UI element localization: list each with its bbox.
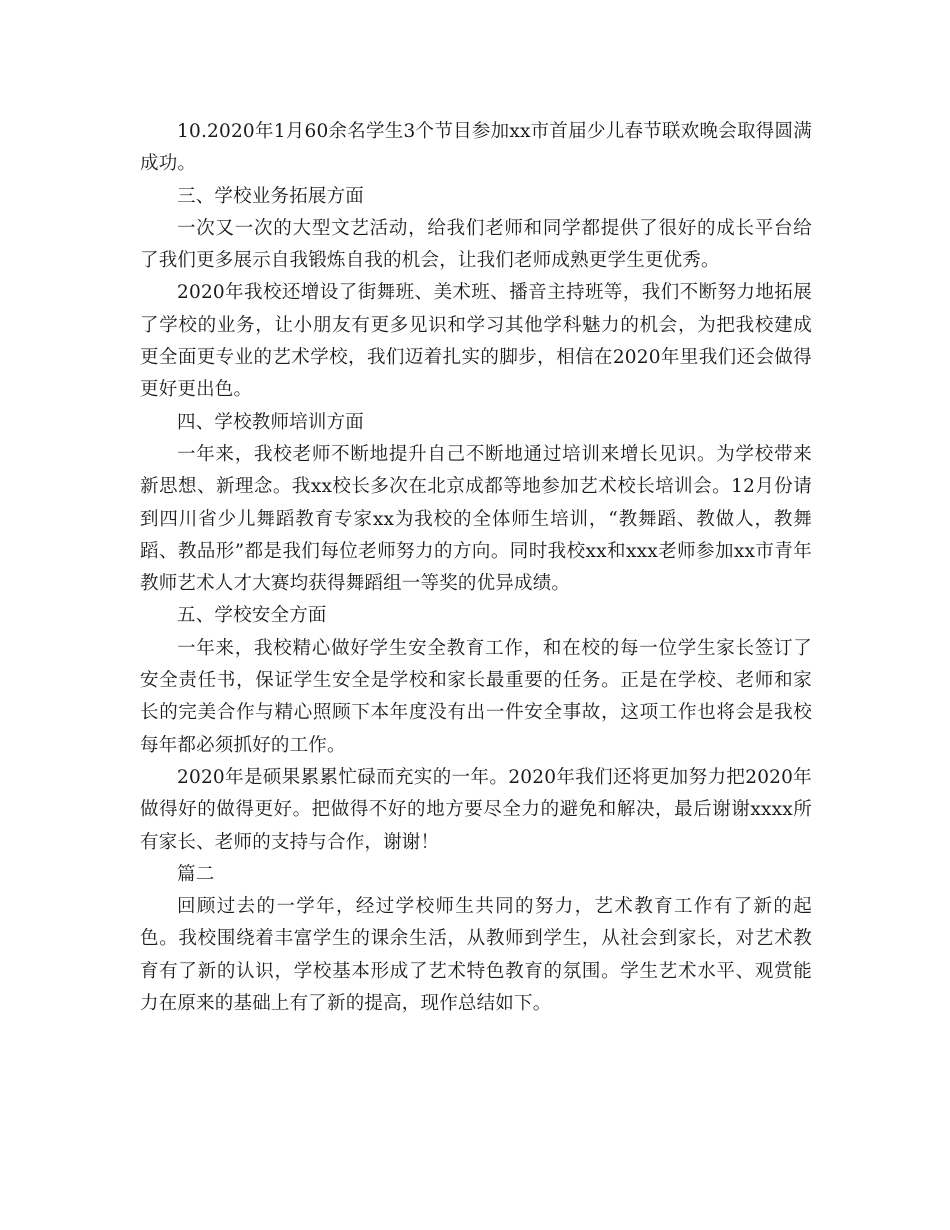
document-body — [140, 116, 812, 1020]
paragraph-arts-activities: 一次又一次的大型文艺活动，给我们老师和同学都提供了很好的成长平台给了我们更多展示自我锻炼自我的机会，让我们老师成熟更学生更优秀。 — [140, 217, 812, 272]
paragraph-review: 回顾过去的一学年，经过学校师生共同的努力，艺术教育工作有了新的起色。我校围绕着丰富学生的课余生活，从教师到学生，从社会到家长，对艺术教育有了新的认识，学校基本形成了艺术特色教育的氛围。学生艺术水平、观赏能力在原来的基础上有了新的提高，现作总结如下。 — [140, 896, 812, 1015]
paragraph-closing: 2020年是硕果累累忙碌而充实的一年。2020年我们还将更加努力把2020年做得好的做得更好。把做得不好的地方要尽全力的避免和解决，最后谢谢xxxx所有家长、老师的支持与合作，谢谢！ — [140, 766, 812, 853]
paragraph-safety: 一年来，我校精心做好学生安全教育工作，和在校的每一位学生家长签订了安全责任书，保证学生安全是学校和家长最重要的任务。正是在学校、老师和家长的完美合作与精心照顾下本年度没有出一件安全事故，这项工作也将会是我校每年都必须抓好的工作。 — [140, 637, 812, 756]
paragraph-item-10: 10.2020年1月60余名学生3个节目参加xx市首届少儿春节联欢晚会取得圆满成功。 — [140, 121, 812, 175]
section-heading-safety: 五、学校安全方面 — [177, 605, 327, 627]
section-heading-teacher-training: 四、学校教师培训方面 — [177, 411, 365, 433]
section-heading-part-two: 篇二 — [177, 863, 215, 885]
paragraph-teacher-training: 一年来，我校老师不断地提升自己不断地通过培训来增长见识。为学校带来新思想、新理念。我xx校长多次在北京成都等地参加艺术校长培训会。12月份请到四川省少儿舞蹈教育专家xx为我校的全体师生培训，“教舞蹈、教做人，教舞蹈、教品形”都是我们每位老师努力的方向。同时我校xx和xxx老师参加xx市青年教师艺术人才大赛均获得舞蹈组一等奖的优异成绩。 — [140, 443, 812, 595]
paragraph-new-classes: 2020年我校还增设了街舞班、美术班、播音主持班等，我们不断努力地拓展了学校的业务，让小朋友有更多见识和学习其他学科魅力的机会，为把我校建成更全面更专业的艺术学校，我们迈着扎实的脚步，相信在2020年里我们还会做得更好更出色。 — [140, 282, 812, 401]
section-heading-business-expansion: 三、学校业务拓展方面 — [177, 185, 365, 207]
